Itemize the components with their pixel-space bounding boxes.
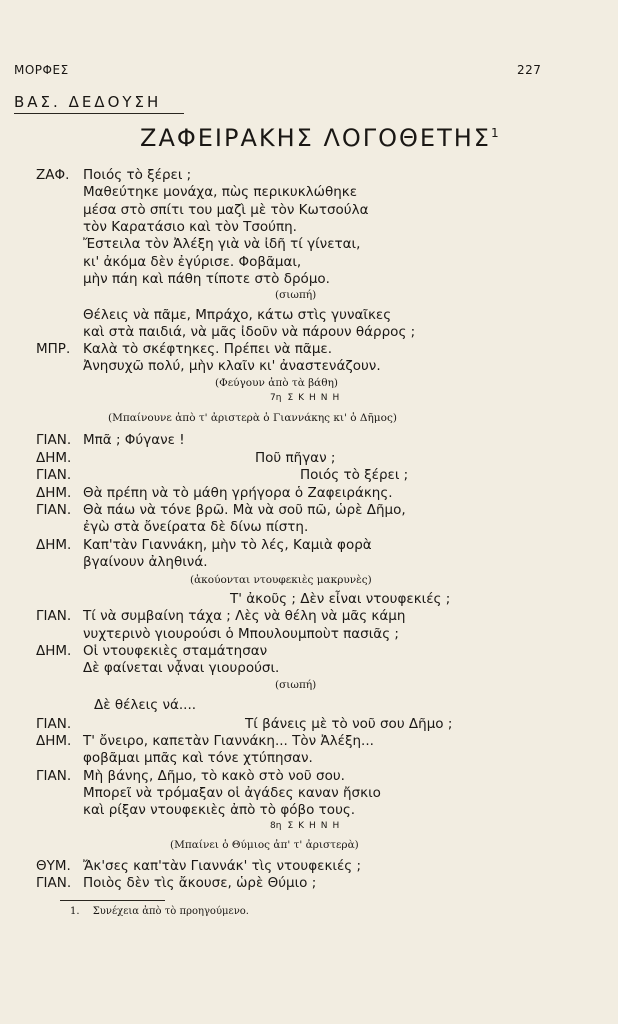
speaker-name: ΓΙΑΝ. [36,875,72,891]
line-text: μὴν πάη καὶ πάθη τίποτε στὸ δρόμο. [83,271,330,287]
speaker-name: ΓΙΑΝ. [36,502,72,518]
line-text: Ποῦ πῆγαν ; [255,450,336,466]
speaker-name: ΜΠΡ. [36,341,71,357]
line-text: νυχτερινὸ γιουρούσι ὁ Μπουλουμποὺτ πασιᾶς ; [83,626,399,642]
footnote [70,906,249,917]
stage-direction: (Μπαίνουνε ἀπὸ τ' ἀριστερὰ ὁ Γιαννάκης κι' ὁ Δῆμος) [108,412,397,424]
line-text: Τ' ὄνειρο, καπετὰν Γιαννάκη... Τὸν Ἀλέξη... [83,733,374,749]
speaker-name: ΓΙΑΝ. [36,608,72,624]
speaker-name: ΘΥΜ. [36,858,71,874]
line-text: φοβᾶμαι μπᾶς καὶ τόνε χτύπησαν. [83,750,313,766]
line-text: Μαθεύτηκε μονάχα, πὼς περικυκλώθηκε [83,184,358,200]
line-text: Ἄκ'σες καπ'τὰν Γιαννάκ' τὶς ντουφεκιές ; [83,858,362,874]
title-footnote-mark: 1 [490,126,499,140]
scene-heading [270,821,344,831]
stage-direction: (Μπαίνει ὁ Θύμιος ἀπ' τ' ἀριστερὰ) [170,839,359,851]
footnote-number: 1. [70,906,80,917]
line-text: Δὲ θέλεις νά.... [94,697,197,713]
speaker-name: ΔΗΜ. [36,450,72,466]
line-text: Τί νὰ συμβαίνη τάχα ; Λὲς νὰ θέλη νὰ μᾶς κάμη [83,608,406,624]
author-name: ΒΑΣ. ΔΕΔΟΥΣΗ [14,93,162,111]
line-text: ἐγὼ στὰ ὄνείρατα δὲ δίνω πίστη. [83,519,309,535]
line-text: Καλὰ τὸ σκέφτηκες. Πρέπει νὰ πᾶμε. [83,341,333,357]
line-text: Δὲ φαίνεται νᾆναι γιουρούσι. [83,660,280,676]
line-text: Θὰ πρέπη νὰ τὸ μάθη γρήγορα ὁ Ζαφειράκης. [83,485,393,501]
stage-direction: (Φεύγουν ἀπὸ τὰ βάθη) [215,377,338,389]
speaker-name: ΖΑΦ. [36,167,70,183]
footnote-text: Συνέχεια ἀπὸ τὸ προηγούμενο. [92,906,249,917]
line-text: Θὰ πάω νὰ τόνε βρῶ. Μὰ νὰ σοῦ πῶ, ὡρὲ Δῆμο, [83,502,406,518]
scene-number: 8η [270,821,282,831]
scene-word: ΣΚΗΝΗ [287,821,345,831]
scene-number: 7η [270,393,282,403]
scene-word: ΣΚΗΝΗ [287,393,345,403]
line-text: κι' ἀκόμα δὲν ἐγύρισε. Φοβᾶμαι, [83,254,302,270]
stage-direction: (ἀκούονται ντουφεκιὲς μακρυνὲς) [190,574,372,586]
title-text: ΖΑΦΕΙΡΑΚΗΣ ΛΟΓΟΘΕΤΗΣ [140,124,491,152]
speaker-name: ΔΗΜ. [36,643,72,659]
line-text: Μπᾶ ; Φύγανε ! [83,432,185,448]
stage-direction: (σιωπή) [275,679,317,691]
line-text: Τί βάνεις μὲ τὸ νοῦ σου Δῆμο ; [245,716,453,732]
line-text: Καπ'τὰν Γιαννάκη, μὴν τὸ λές, Καμιὰ φορὰ [83,537,372,553]
speaker-name: ΓΙΑΝ. [36,432,72,448]
line-text: Ποιός τὸ ξέρει ; [83,167,192,183]
scene-heading [270,393,344,403]
line-text: Ἀνησυχῶ πολύ, μὴν κλαῖν κι' ἀναστενάζουν. [83,358,381,374]
speaker-name: ΓΙΑΝ. [36,716,72,732]
speaker-name: ΔΗΜ. [36,733,72,749]
speaker-name: ΓΙΑΝ. [36,768,72,784]
line-text: Θέλεις νὰ πᾶμε, Μπράχο, κάτω στὶς γυναῖκες [83,307,392,323]
page-number: 227 [517,63,542,77]
footnote-rule [60,900,165,901]
speaker-name: ΓΙΑΝ. [36,467,72,483]
line-text: Μὴ βάνης, Δῆμο, τὸ κακὸ στὸ νοῦ σου. [83,768,345,784]
line-text: Οἱ ντουφεκιὲς σταμάτησαν [83,643,268,659]
speaker-name: ΔΗΜ. [36,485,72,501]
author-underline [14,113,184,114]
line-text: καὶ ρίξαν ντουφεκιὲς ἀπὸ τὸ φόβο τους. [83,802,356,818]
line-text: καὶ στὰ παιδιά, νὰ μᾶς ἰδοῦν νὰ πάρουν θάρρος ; [83,324,416,340]
line-text: Μπορεῖ νὰ τρόμαξαν οἱ ἀγάδες καναν ἤσκιο [83,785,381,801]
play-title [140,124,499,152]
line-text: Ἔστειλα τὸν Ἀλέξη γιὰ νὰ ἰδῆ τί γίνεται, [83,236,361,252]
line-text: Ποιὸς δὲν τὶς ἄκουσε, ὡρὲ Θύμιο ; [83,875,317,891]
stage-direction: (σιωπή) [275,289,317,301]
line-text: τὸν Καρατάσιο καὶ τὸν Τσούπη. [83,219,297,235]
line-text: Ποιός τὸ ξέρει ; [300,467,409,483]
speaker-name: ΔΗΜ. [36,537,72,553]
line-text: Τ' ἀκοῦς ; Δὲν εἶναι ντουφεκιές ; [230,591,451,607]
line-text: μέσα στὸ σπίτι του μαζὶ μὲ τὸν Κωτσούλα [83,202,369,218]
line-text: βγαίνουν ἀληθινά. [83,554,208,570]
journal-name: ΜΟΡΦΕΣ [14,63,69,77]
